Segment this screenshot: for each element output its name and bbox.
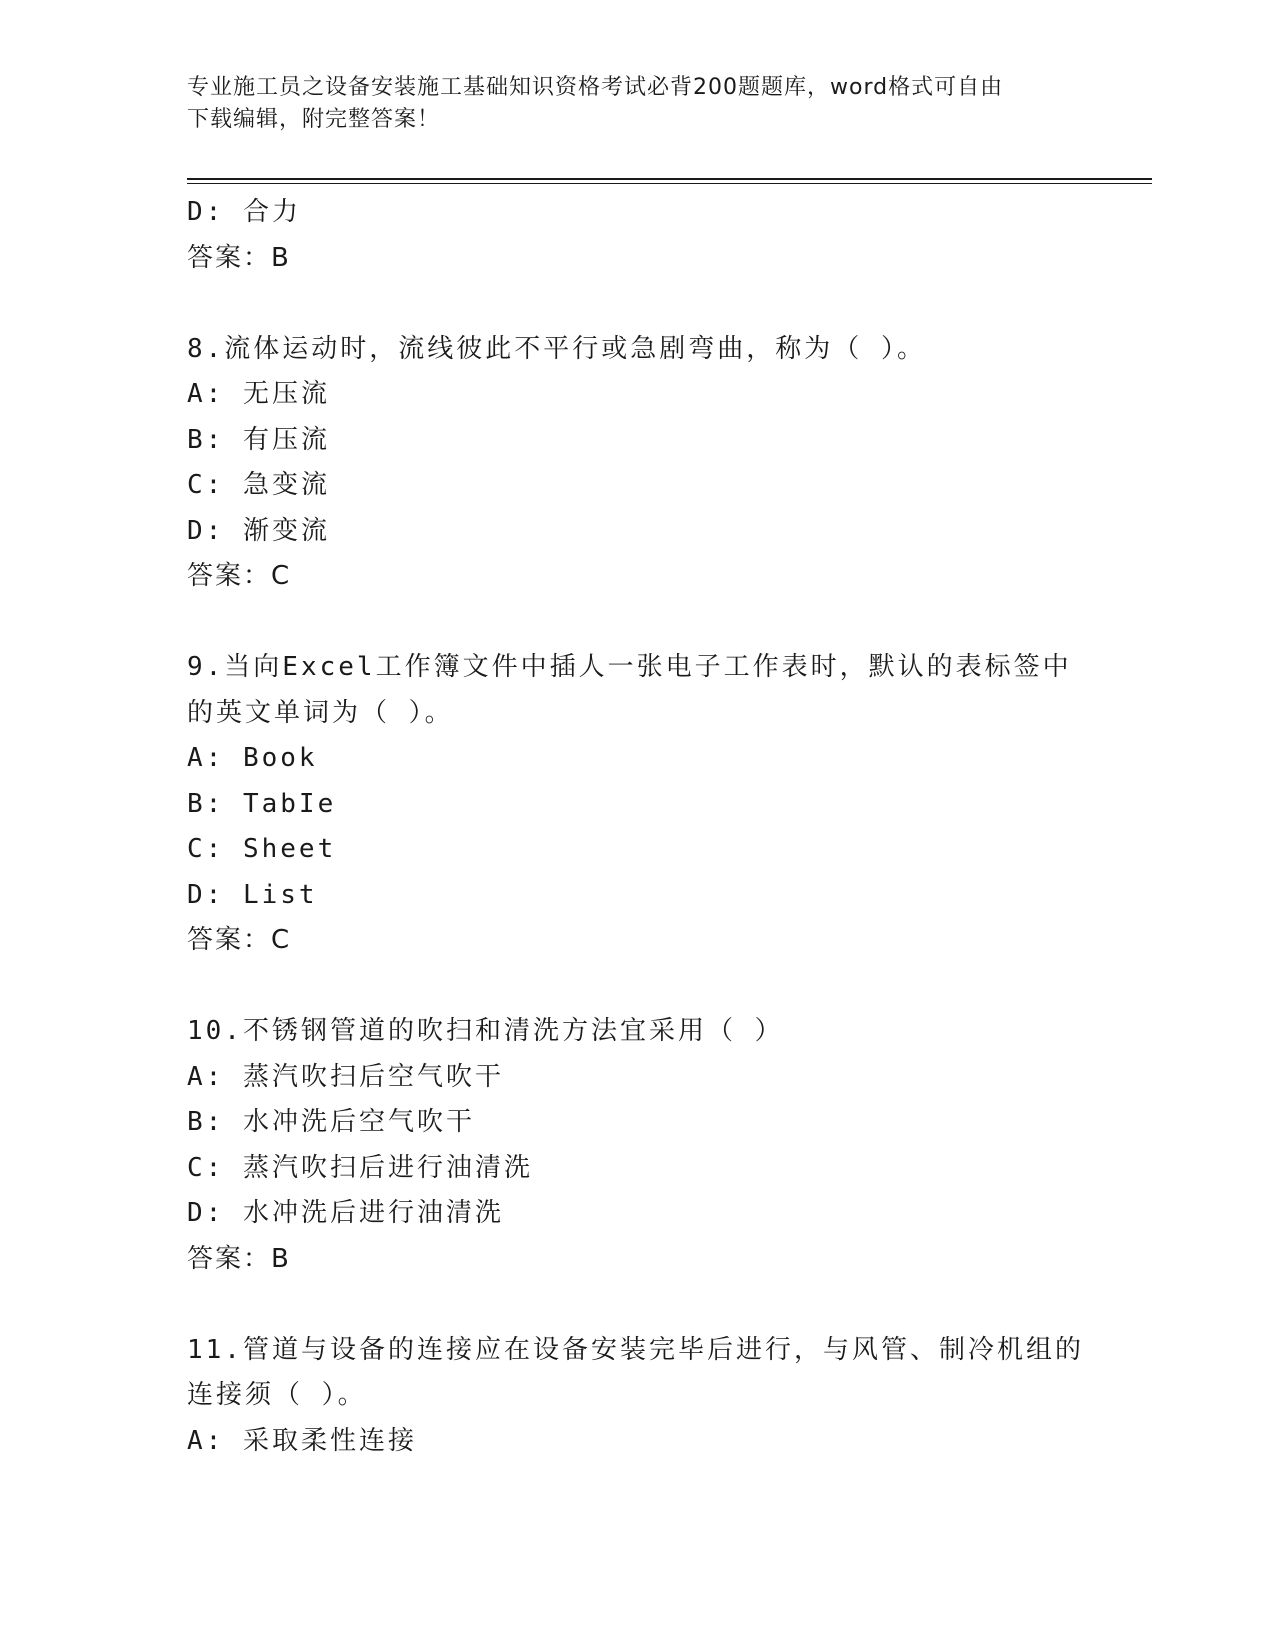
question-text: 11.管道与设备的连接应在设备安装完毕后进行，与风管、制冷机组的 [187,1334,1084,1365]
question-text: 的英文单词为（ ）。 [187,697,454,728]
answer-line: 答案：B [187,1243,291,1274]
option-line: B: TabIe [187,788,337,819]
header-line-1: 专业施工员之设备安装施工基础知识资格考试必背200题题库，word格式可自由 [187,75,1004,100]
answer-line: 答案：B [187,242,291,273]
question-text: 9.当向Excel工作簿文件中插人一张电子工作表时，默认的表标签中 [187,652,1072,682]
option-line: C: 急变流 [187,470,330,500]
header-divider [187,178,1152,184]
answer-line: 答案：C [187,561,292,591]
option-line: A: Book [187,743,318,773]
option-line: A: 蒸汽吹扫后空气吹干 [187,1061,504,1092]
question-text: 10.不锈钢管道的吹扫和清洗方法宜采用（ ） [187,1016,784,1046]
blank-line [187,1282,1147,1328]
blank-line [187,281,1147,327]
option-line: D: List [187,879,318,910]
option-line: D: 合力 [187,197,301,227]
document-header [187,72,1087,136]
option-line: C: 蒸汽吹扫后进行油清洗 [187,1152,533,1183]
question-text: 8.流体运动时，流线彼此不平行或急剧弯曲，称为（ ）。 [187,333,926,364]
option-line: B: 水冲洗后空气吹干 [187,1107,475,1137]
header-line-2: 下载编辑，附完整答案！ [187,107,441,132]
blank-line [187,600,1147,646]
question-list [187,190,1147,1464]
option-line: A: 采取柔性连接 [187,1425,417,1456]
answer-line: 答案：C [187,925,292,955]
option-line: D: 水冲洗后进行油清洗 [187,1198,504,1228]
option-line: C: Sheet [187,834,337,864]
option-line: B: 有压流 [187,424,330,455]
option-line: A: 无压流 [187,379,330,409]
blank-line [187,964,1147,1010]
question-text: 连接须（ ）。 [187,1380,367,1410]
option-line: D: 渐变流 [187,515,330,546]
